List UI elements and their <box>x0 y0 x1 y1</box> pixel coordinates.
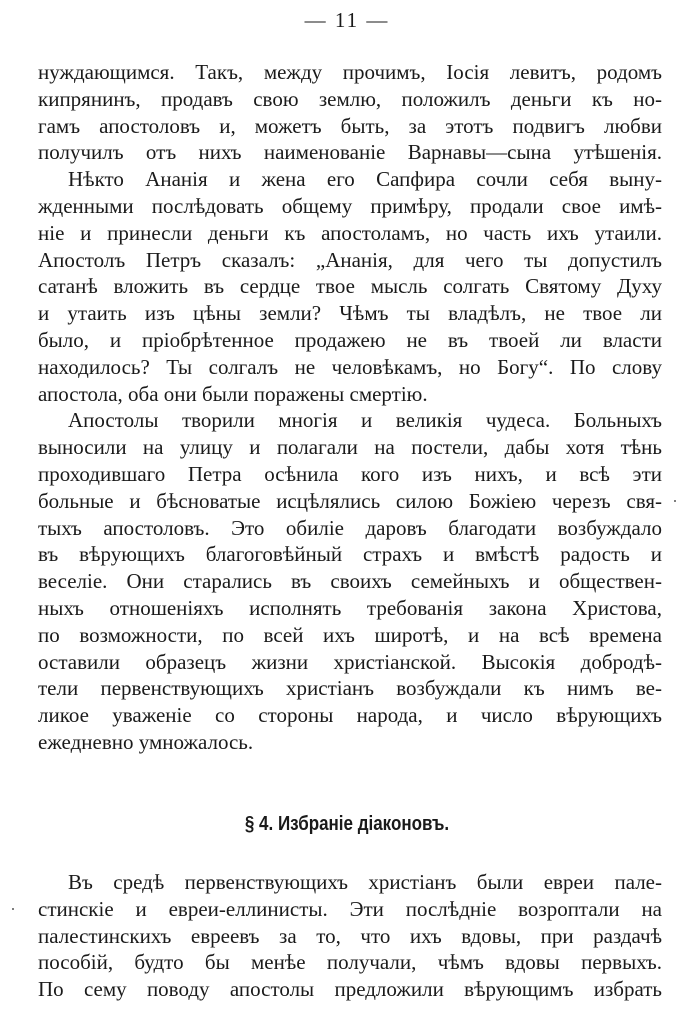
scan-speck <box>12 908 14 910</box>
text-line: ежедневно умножалось. <box>38 729 254 754</box>
page-number: — 11 — <box>304 8 390 32</box>
text-line: тыхъ апостоловъ. Это обиліе даровъ благодати возбуждало <box>38 515 662 540</box>
text-line: По сему поводу апостолы предложили вѣрующимъ избрать <box>38 977 662 1002</box>
text-line: ніе и принесли деньги къ апостоламъ, но часть ихъ утаили. <box>38 220 662 245</box>
text-line: оставили образецъ жизни христіанской. Высокія добродѣ- <box>38 649 662 674</box>
text-line: въ вѣрующихъ благоговѣйный страхъ и вмѣстѣ радость и <box>38 542 662 567</box>
text-line: Въ средѣ первенствующихъ христіанъ были евреи пале- <box>68 870 662 894</box>
text-line: стинскіе и евреи-еллинисты. Эти послѣдніе возроптали на <box>38 896 662 921</box>
scan-speck <box>674 500 676 502</box>
section-heading: § 4. Избраніе діаконовъ. <box>244 813 450 835</box>
text-line: получилъ отъ нихъ наименованіе Варнавы—сына утѣшенія. <box>38 140 662 165</box>
text-line: Апостолы творили многія и великія чудеса. Больныхъ <box>68 408 662 433</box>
text-line: кипрянинъ, продавъ свою землю, положилъ деньги къ но- <box>38 86 662 111</box>
text-line: палестинскихъ евреевъ за то, что ихъ вдовы, при раздачѣ <box>38 923 662 948</box>
text-line: гамъ апостоловъ и, можетъ быть, за этотъ подвигъ любви <box>38 113 662 138</box>
text-line: находилось? Ты солгалъ не человѣкамъ, но Богу“. По слову <box>38 354 662 379</box>
text-line: жденными послѣдовать общему примѣру, продали свое имѣ- <box>38 193 662 218</box>
text-line: тели первенствующихъ христіанъ возбуждали къ нимъ ве- <box>38 676 662 701</box>
text-line: выносили на улицу и полагали на постели, дабы хотя тѣнь <box>38 435 662 460</box>
text-line: сатанѣ вложить въ сердце твое мысль солгать Святому Духу <box>38 274 662 299</box>
text-line: ныхъ отношеніяхъ исполнять требованія закона Христова, <box>38 595 662 620</box>
text-line: Апостолъ Петръ сказалъ: „Ананія, для чего ты допустилъ <box>38 247 662 272</box>
text-line: апостола, оба они были поражены смертію. <box>38 381 428 406</box>
text-line: веселіе. Они старались въ своихъ семейныхъ и обществен- <box>38 569 662 594</box>
text-line: ликое уваженіе со стороны народа, и число вѣрующихъ <box>38 703 662 728</box>
text-line: по возможности, по всей ихъ широтѣ, и на всѣ времена <box>38 622 662 647</box>
text-line: пособій, будто бы менѣе получали, чѣмъ вдовы первыхъ. <box>38 950 662 975</box>
text-line: больные и бѣсноватые исцѣлялись силою Божіею черезъ свя- <box>38 488 662 513</box>
text-block-before-heading <box>38 59 662 756</box>
text-line: и утаить изъ цѣны земли? Чѣмъ ты владѣлъ, не твое ли <box>38 301 662 326</box>
text-line: проходившаго Петра осѣнила кого изъ нихъ, и всѣ эти <box>38 461 662 486</box>
text-line: Нѣкто Ананія и жена его Сапфира сочли себя выну- <box>68 167 662 192</box>
text-block-after-heading <box>38 869 662 1003</box>
text-line: нуждающимся. Такъ, между прочимъ, Іосія левитъ, родомъ <box>38 60 662 84</box>
text-line: было, и пріобрѣтенное продажею не въ твоей ли власти <box>38 327 662 352</box>
